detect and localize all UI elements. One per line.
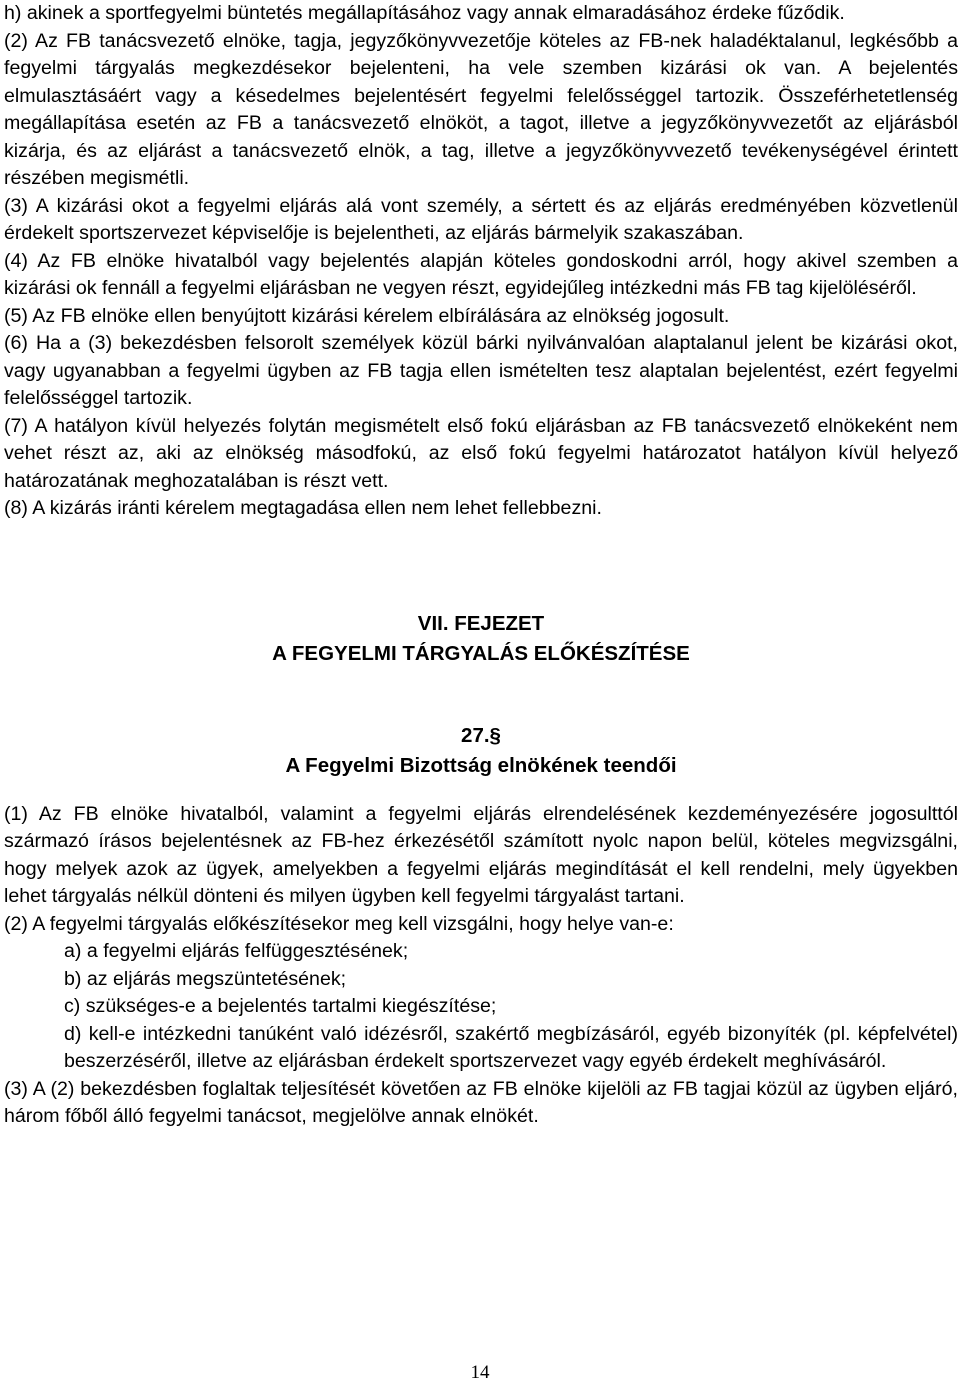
list-item-b: b) az eljárás megszüntetésének; (64, 967, 347, 990)
paragraph-5: (5) Az FB elnöke ellen benyújtott kizárási kérelem elbírálására az elnökség jogosult. (4, 304, 730, 327)
section-number: 27. (461, 723, 490, 747)
document-page (4, 0, 958, 1131)
paragraph-8: (8) A kizárás iránti kérelem megtagadása ellen nem lehet fellebbezni. (4, 497, 602, 519)
chapter-number: VII. FEJEZET (417, 611, 545, 635)
top-paragraphs (4, 0, 958, 523)
section-paragraph-1: (1) Az FB elnöke hivatalból, valamint a fegyelmi eljárás elrendelésének kezdeményezésére jogosulttól származó írásos bejelentésnek az FB-hez érkezésétől számított nyolc napon belül, köteles megvizsgálni, hogy melyek azok az ügyek, amelyekben a fegyelmi eljárás megindítását el kell rendelni, mely ügyekben lehet tárgyalás nélkül dönteni és milyen ügyben kell fegyelmi tárgyalást tartani. (4, 802, 958, 907)
paragraph-2: (2) Az FB tanácsvezető elnöke, tagja, jegyzőkönyvvezetője köteles az FB-nek haladéktalanul, legkésőbb a fegyelmi tárgyalás megkezdésekor bejelenteni, ha vele szemben kizárási ok van. A bejelentés elmulasztásáért vagy a késedelmes bejelentésért fegyelmi felelősséggel tartozik. Összeférhetetlenség megállapítása esetén az FB a tanácsvezető elnököt, a tagot, illetve a jegyzőkönyvvezetőt az eljárásból kizárja, és az eljárást a tanácsvezető elnök, a tag, illetve a jegyzőkönyvvezető tevékenységével érintett részében megismétli. (4, 29, 958, 189)
paragraph-4: (4) Az FB elnöke hivatalból vagy bejelentés alapján köteles gondoskodni arról, hogy akivel szemben a kizárási ok fennáll a fegyelmi eljárásban ne vegyen részt, egyidejűleg intézkedni más FB tag kijelöléséről. (4, 249, 958, 299)
list-item-c: c) szükséges-e a bejelentés tartalmi kiegészítése; (64, 995, 497, 1017)
chapter-title: A FEGYELMI TÁRGYALÁS ELŐKÉSZÍTÉSE (272, 641, 690, 665)
section-heading (4, 721, 958, 751)
section-symbol: § (489, 723, 501, 747)
paragraph-3: (3) A kizárási okot a fegyelmi eljárás alá vont személy, a sértett és az eljárás eredményében közvetlenül érdekelt sportszervezet képviselője is bejelentheti, az eljárás bármelyik szakaszában. (4, 194, 958, 244)
list-item-d: d) kell-e intézkedni tanúként való idézésről, szakértő megbízásáról, egyéb bizonyíték (pl. képfelvétel) beszerzéséről, illetve az eljárásban érdekelt sportszervezet vagy egyéb érdekelt meghívásáról. (64, 1022, 958, 1072)
section-list (4, 938, 958, 1076)
section-paragraph-3: (3) A (2) bekezdésben foglaltak teljesítését követően az FB elnöke kijelöli az FB tagjai közül az ügyben eljáró, három főből álló fegyelmi tanácsot, megjelölve annak elnökét. (4, 1077, 958, 1127)
page-number: 14 (470, 1362, 490, 1383)
list-item-a: a) a fegyelmi eljárás felfüggesztésének; (64, 940, 409, 962)
paragraph-6: (6) Ha a (3) bekezdésben felsorolt személyek közül bárki nyilvánvalóan alaptalanul jelent be kizárási okot, vagy ugyanabban a fegyelmi ügyben az FB tagja ellen ismételten tesz alaptalan bejelentést, ezért fegyelmi felelősséggel tartozik. (4, 332, 958, 409)
section-paragraph-2: (2) A fegyelmi tárgyalás előkészítésekor meg kell vizsgálni, hogy helye van-e: (4, 912, 674, 935)
paragraph-item-h: h) akinek a sportfegyelmi büntetés megállapításához vagy annak elmaradásához érdeke fűződik. (4, 2, 845, 24)
section-title: A Fegyelmi Bizottság elnökének teendői (285, 753, 677, 777)
paragraph-7: (7) A hatályon kívül helyezés folytán megismételt első fokú eljárásban az FB tanácsvezető elnökeként nem vehet részt az, aki az elnökség másodfokú, az első fokú fegyelmi határozatot hatályon kívül helyező határozatának meghozatalában is részt vett. (4, 414, 958, 492)
